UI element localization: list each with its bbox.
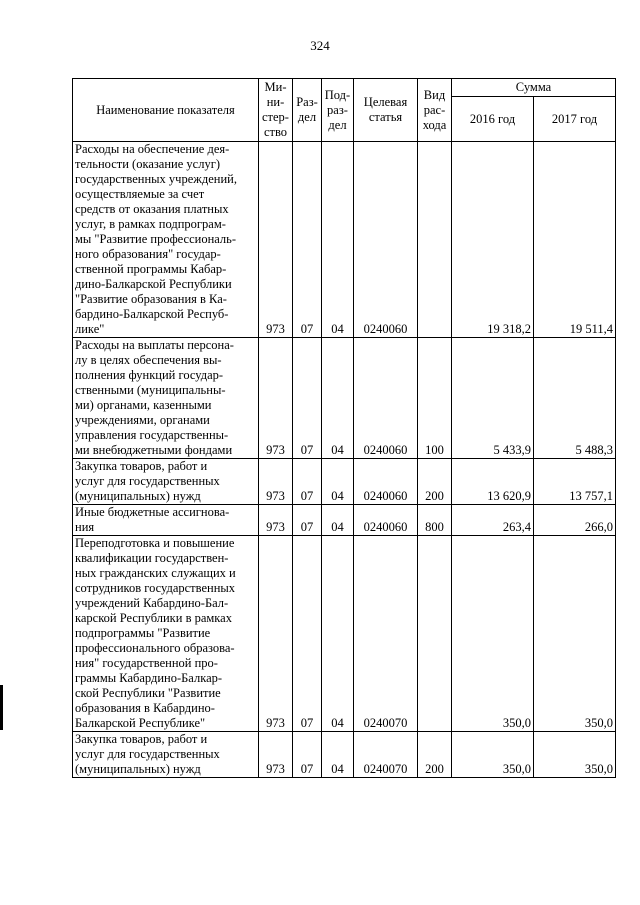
cell-y2016: 5 433,9 bbox=[452, 338, 534, 459]
cell-section: 07 bbox=[293, 459, 322, 505]
cell-subsection: 04 bbox=[322, 142, 354, 338]
cell-target: 0240060 bbox=[354, 338, 418, 459]
cell-target: 0240070 bbox=[354, 536, 418, 732]
cell-expense: 100 bbox=[418, 338, 452, 459]
cell-target: 0240060 bbox=[354, 505, 418, 536]
cell-y2016: 263,4 bbox=[452, 505, 534, 536]
cell-target: 0240060 bbox=[354, 142, 418, 338]
header-sum: Сумма bbox=[452, 79, 616, 97]
budget-table bbox=[72, 78, 616, 778]
cell-target: 0240060 bbox=[354, 459, 418, 505]
table-row bbox=[73, 142, 616, 338]
cell-section: 07 bbox=[293, 338, 322, 459]
cell-expense bbox=[418, 142, 452, 338]
cell-expense bbox=[418, 536, 452, 732]
cell-name: Переподготовка и повышение квалификации государствен- ных гражданских служащих и сотрудников государственных учреждений Кабардино-Бал- карской Республики в рамках подпрограммы "Развитие профессионального образова- ния" государственной про- граммы Кабардино-Балкар- ской Республики "Развитие образования в Кабардино- Балкарской Республике" bbox=[73, 536, 259, 732]
table-row bbox=[73, 732, 616, 778]
table-row bbox=[73, 536, 616, 732]
cell-subsection: 04 bbox=[322, 338, 354, 459]
cell-name: Расходы на обеспечение дея- тельности (оказание услуг) государственных учреждений, осуществляемые за счет средств от оказания платных услуг, в рамках подпрограм- мы "Развитие профессиональ- ного образования" государ- ственной программы Кабар- дино-Балкарской Республики "Развитие образования в Ка- бардино-Балкарской Респуб- лике" bbox=[73, 142, 259, 338]
cell-y2017: 350,0 bbox=[534, 536, 616, 732]
cell-section: 07 bbox=[293, 505, 322, 536]
table-row bbox=[73, 338, 616, 459]
cell-name: Иные бюджетные ассигнова- ния bbox=[73, 505, 259, 536]
header-expense: Вид рас- хода bbox=[418, 79, 452, 142]
header-subsection: Под- раз- дел bbox=[322, 79, 354, 142]
cell-y2016: 350,0 bbox=[452, 536, 534, 732]
cell-subsection: 04 bbox=[322, 505, 354, 536]
header-section: Раз- дел bbox=[293, 79, 322, 142]
cell-y2017: 5 488,3 bbox=[534, 338, 616, 459]
cell-ministry: 973 bbox=[259, 459, 293, 505]
cell-y2016: 19 318,2 bbox=[452, 142, 534, 338]
cell-y2017: 19 511,4 bbox=[534, 142, 616, 338]
page-number: 324 bbox=[310, 38, 330, 53]
cell-y2017: 350,0 bbox=[534, 732, 616, 778]
cell-y2016: 13 620,9 bbox=[452, 459, 534, 505]
cell-subsection: 04 bbox=[322, 732, 354, 778]
table-row bbox=[73, 459, 616, 505]
cell-subsection: 04 bbox=[322, 536, 354, 732]
cell-expense: 800 bbox=[418, 505, 452, 536]
cell-target: 0240070 bbox=[354, 732, 418, 778]
header-name: Наименование показателя bbox=[73, 79, 259, 142]
cell-ministry: 973 bbox=[259, 536, 293, 732]
cell-ministry: 973 bbox=[259, 732, 293, 778]
cell-y2017: 266,0 bbox=[534, 505, 616, 536]
header-2017: 2017 год bbox=[534, 97, 616, 142]
cell-ministry: 973 bbox=[259, 338, 293, 459]
scan-margin-mark bbox=[0, 685, 3, 730]
cell-ministry: 973 bbox=[259, 505, 293, 536]
cell-y2017: 13 757,1 bbox=[534, 459, 616, 505]
cell-y2016: 350,0 bbox=[452, 732, 534, 778]
cell-subsection: 04 bbox=[322, 459, 354, 505]
cell-name: Закупка товаров, работ и услуг для государственных (муниципальных) нужд bbox=[73, 732, 259, 778]
cell-expense: 200 bbox=[418, 732, 452, 778]
cell-expense: 200 bbox=[418, 459, 452, 505]
header-ministry: Ми- ни- стер- ство bbox=[259, 79, 293, 142]
cell-section: 07 bbox=[293, 142, 322, 338]
cell-name: Закупка товаров, работ и услуг для государственных (муниципальных) нужд bbox=[73, 459, 259, 505]
cell-name: Расходы на выплаты персона- лу в целях обеспечения вы- полнения функций государ- ственными (муниципальны- ми) органами, казенными учреждениями, органами управления государственны- ми внебюджетными фондами bbox=[73, 338, 259, 459]
header-2016: 2016 год bbox=[452, 97, 534, 142]
cell-ministry: 973 bbox=[259, 142, 293, 338]
table-row bbox=[73, 505, 616, 536]
cell-section: 07 bbox=[293, 536, 322, 732]
cell-section: 07 bbox=[293, 732, 322, 778]
header-target: Целевая статья bbox=[354, 79, 418, 142]
